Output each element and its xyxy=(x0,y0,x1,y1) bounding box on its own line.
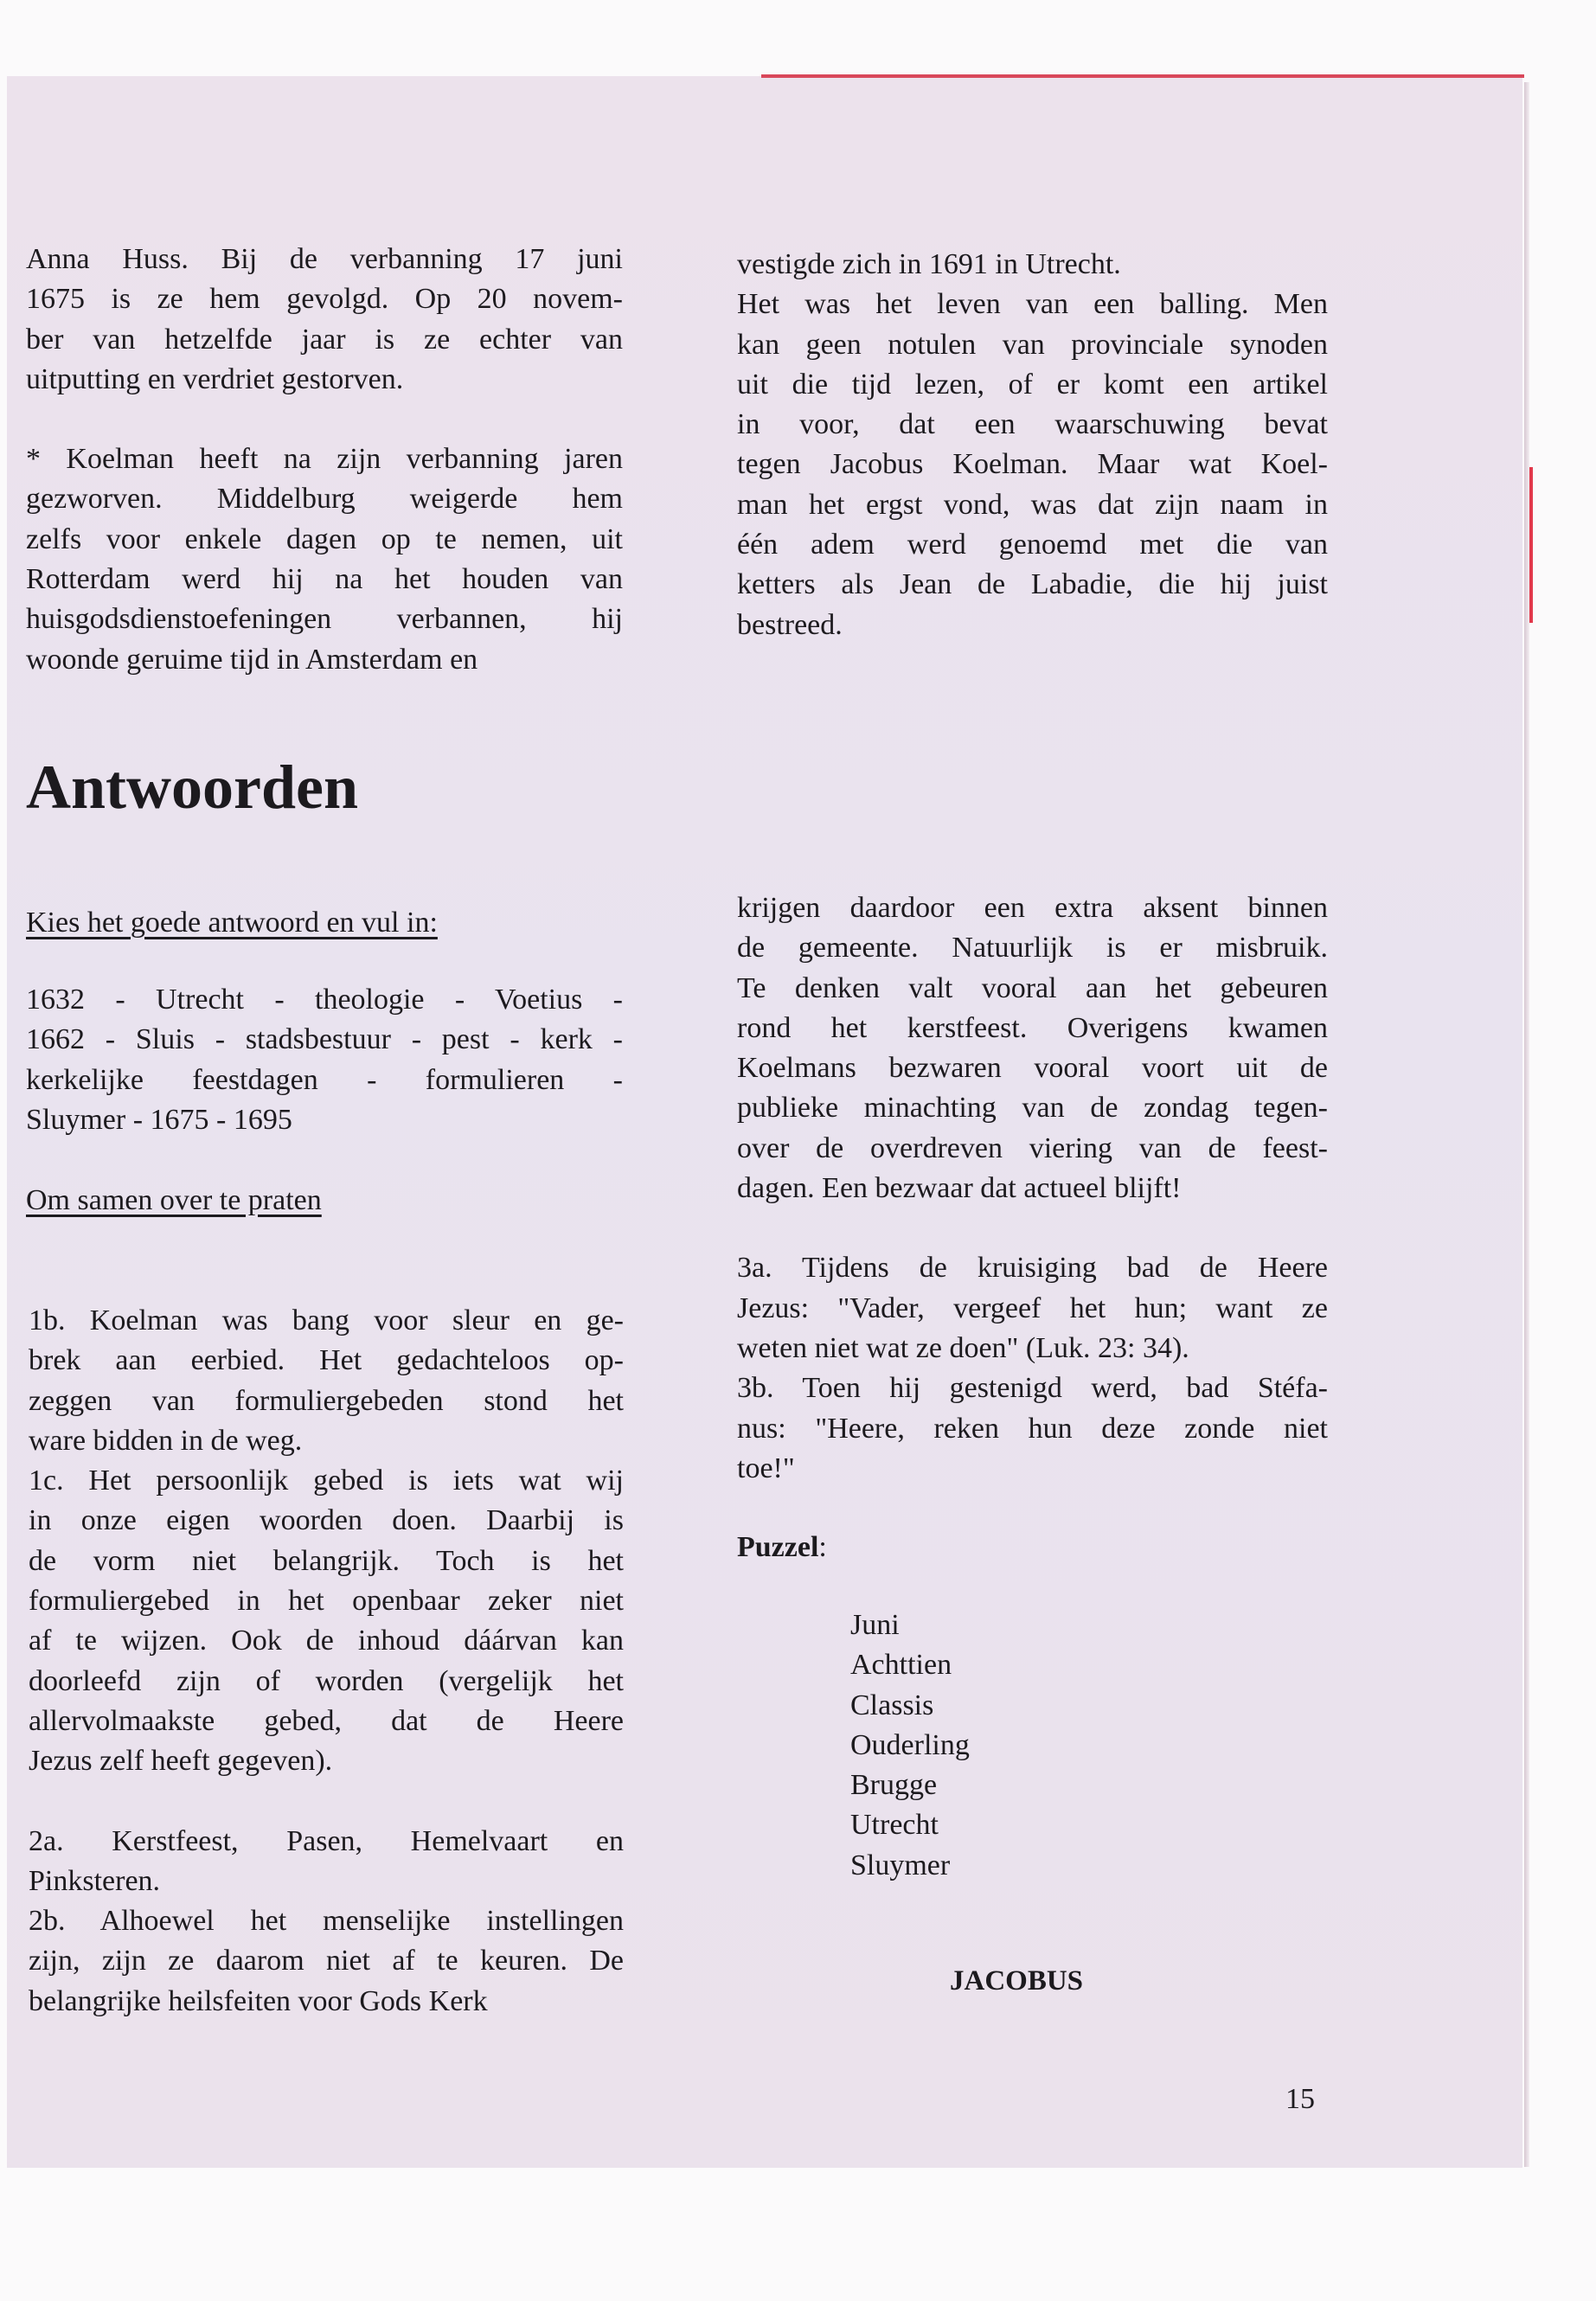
text-line: bestreed. xyxy=(737,608,843,641)
puzzle-word: Sluymer xyxy=(850,1849,951,1881)
text-line: de gemeente. Natuurlijk is er misbruik. xyxy=(737,932,1328,965)
paragraph xyxy=(29,1822,624,1902)
text-line: 3a. Tijdens de kruisiging bad de Heere xyxy=(737,1252,1328,1285)
top-red-rule xyxy=(761,74,1524,78)
text-line: zijn, zijn ze daarom niet af te keuren. De xyxy=(29,1945,624,1977)
text-line: publieke minachting van de zondag tegen- xyxy=(737,1092,1328,1125)
text-line: de vorm niet belangrijk. Toch is het xyxy=(29,1544,624,1577)
text-line: gezworven. Middelburg weigerde hem xyxy=(26,483,623,516)
text-line: nus: "Heere, reken hun deze zonde niet xyxy=(737,1412,1328,1445)
paragraph xyxy=(26,240,623,400)
left-answers xyxy=(29,1301,624,2022)
text-line: formuliergebed in het openbaar zeker niet xyxy=(29,1585,624,1618)
puzzle-word: Juni xyxy=(850,1609,900,1641)
puzzle-word: Classis xyxy=(850,1689,934,1721)
text-line: allervolmaakste gebed, dat de Heere xyxy=(29,1704,624,1737)
text-line: Pinksteren. xyxy=(29,1864,161,1897)
puzzle-words xyxy=(850,1606,970,1886)
text-line: af te wijzen. Ook de inhoud dáárvan kan xyxy=(29,1625,624,1657)
text-line: 1c. Het persoonlijk gebed is iets wat wij xyxy=(29,1465,624,1497)
puzzle-label-colon: : xyxy=(818,1531,827,1563)
left-intro-text xyxy=(26,240,623,680)
puzzle-solution: JACOBUS xyxy=(950,1965,1084,1997)
text-line: één adem werd genoemd met die van xyxy=(737,529,1328,561)
text-line: Jezus zelf heeft gegeven). xyxy=(29,1745,333,1778)
text-line: in onze eigen woorden doen. Daarbij is xyxy=(29,1504,624,1537)
text-line: 1b. Koelman was bang voor sleur en ge- xyxy=(29,1304,624,1336)
discussion-heading: Om samen over te praten xyxy=(26,1184,322,1216)
page-edge-red-mark xyxy=(1529,467,1533,623)
text-line: vestigde zich in 1691 in Utrecht. xyxy=(737,248,1121,280)
right-answers xyxy=(737,888,1328,1489)
text-line: Jezus: "Vader, vergeef het hun; want ze xyxy=(737,1292,1328,1324)
word-list xyxy=(26,980,623,1140)
text-line: kan geen notulen van provinciale synoden xyxy=(737,328,1328,361)
text-line: rond het kerstfeest. Overigens kwamen xyxy=(737,1011,1328,1044)
text-line: Te denken valt vooral aan het gebeuren xyxy=(737,971,1328,1004)
text-line: 1675 is ze hem gevolgd. Op 20 novem- xyxy=(26,283,623,316)
paragraph xyxy=(29,1301,624,1461)
word-list-line: Sluymer - 1675 - 1695 xyxy=(26,1103,292,1136)
puzzle-word: Ouderling xyxy=(850,1728,970,1761)
text-line: uit die tijd lezen, of er komt een artikel xyxy=(737,368,1328,401)
text-line: in voor, dat een waarschuwing bevat xyxy=(737,408,1328,441)
text-line: weten niet wat ze doen" (Luk. 23: 34). xyxy=(737,1331,1189,1364)
page-edge xyxy=(1524,82,1529,2167)
page-number: 15 xyxy=(1285,2083,1315,2115)
right-intro-text xyxy=(737,245,1328,645)
text-line: 2b. Alhoewel het menselijke instellingen xyxy=(29,1905,624,1938)
text-line: zeggen van formuliergebeden stond het xyxy=(29,1384,624,1417)
text-line: belangrijke heilsfeiten voor Gods Kerk xyxy=(29,1984,488,2017)
section-heading: Antwoorden xyxy=(26,753,359,822)
paragraph xyxy=(737,1368,1328,1489)
paragraph xyxy=(737,285,1328,645)
text-line: uitputting en verdriet gestorven. xyxy=(26,362,404,395)
text-line: 3b. Toen hij gestenigd werd, bad Stéfa- xyxy=(737,1372,1328,1405)
word-list-line: 1632 - Utrecht - theologie - Voetius - xyxy=(26,984,623,1016)
puzzle-word: Brugge xyxy=(850,1769,938,1802)
text-line: woonde geruime tijd in Amsterdam en xyxy=(26,643,478,676)
text-line: zelfs voor enkele dagen op te nemen, uit xyxy=(26,522,623,555)
text-line: toe!" xyxy=(737,1452,795,1484)
paragraph xyxy=(737,1248,1328,1368)
puzzle-word: Utrecht xyxy=(850,1809,939,1842)
text-line: dagen. Een bezwaar dat actueel blijft! xyxy=(737,1172,1182,1205)
paragraph xyxy=(26,439,623,680)
text-line: * Koelman heeft na zijn verbanning jaren xyxy=(26,443,623,476)
word-list-line: kerkelijke feestdagen - formulieren - xyxy=(26,1063,623,1096)
paragraph xyxy=(29,1901,624,2022)
text-line: ketters als Jean de Labadie, die hij juist xyxy=(737,568,1328,601)
text-line: doorleefd zijn of worden (vergelijk het xyxy=(29,1664,624,1697)
paragraph xyxy=(737,245,1328,285)
text-line: tegen Jacobus Koelman. Maar wat Koel- xyxy=(737,448,1328,481)
puzzle-label-text: Puzzel xyxy=(737,1531,819,1563)
text-line: krijgen daardoor een extra aksent binnen xyxy=(737,892,1328,924)
text-line: huisgodsdienstoefeningen verbannen, hij xyxy=(26,603,623,636)
text-line: man het ergst vond, was dat zijn naam in xyxy=(737,488,1328,521)
instruction-heading: Kies het goede antwoord en vul in: xyxy=(26,907,438,939)
text-line: Het was het leven van een balling. Men xyxy=(737,288,1328,321)
word-list-line: 1662 - Sluis - stadsbestuur - pest - kerk - xyxy=(26,1023,623,1056)
puzzle-word: Achttien xyxy=(850,1649,952,1682)
text-line: Anna Huss. Bij de verbanning 17 juni xyxy=(26,243,623,275)
puzzle-label xyxy=(737,1528,827,1567)
text-line: 2a. Kerstfeest, Pasen, Hemelvaart en xyxy=(29,1824,624,1857)
text-line: Koelmans bezwaren vooral voort uit de xyxy=(737,1052,1328,1085)
text-line: Rotterdam werd hij na het houden van xyxy=(26,563,623,596)
text-line: ware bidden in de weg. xyxy=(29,1424,303,1457)
paragraph xyxy=(737,888,1328,1208)
text-line: over de overdreven viering van de feest- xyxy=(737,1131,1328,1164)
text-line: brek aan eerbied. Het gedachteloos op- xyxy=(29,1344,624,1377)
text-line: ber van hetzelfde jaar is ze echter van xyxy=(26,323,623,356)
paragraph xyxy=(29,1461,624,1781)
